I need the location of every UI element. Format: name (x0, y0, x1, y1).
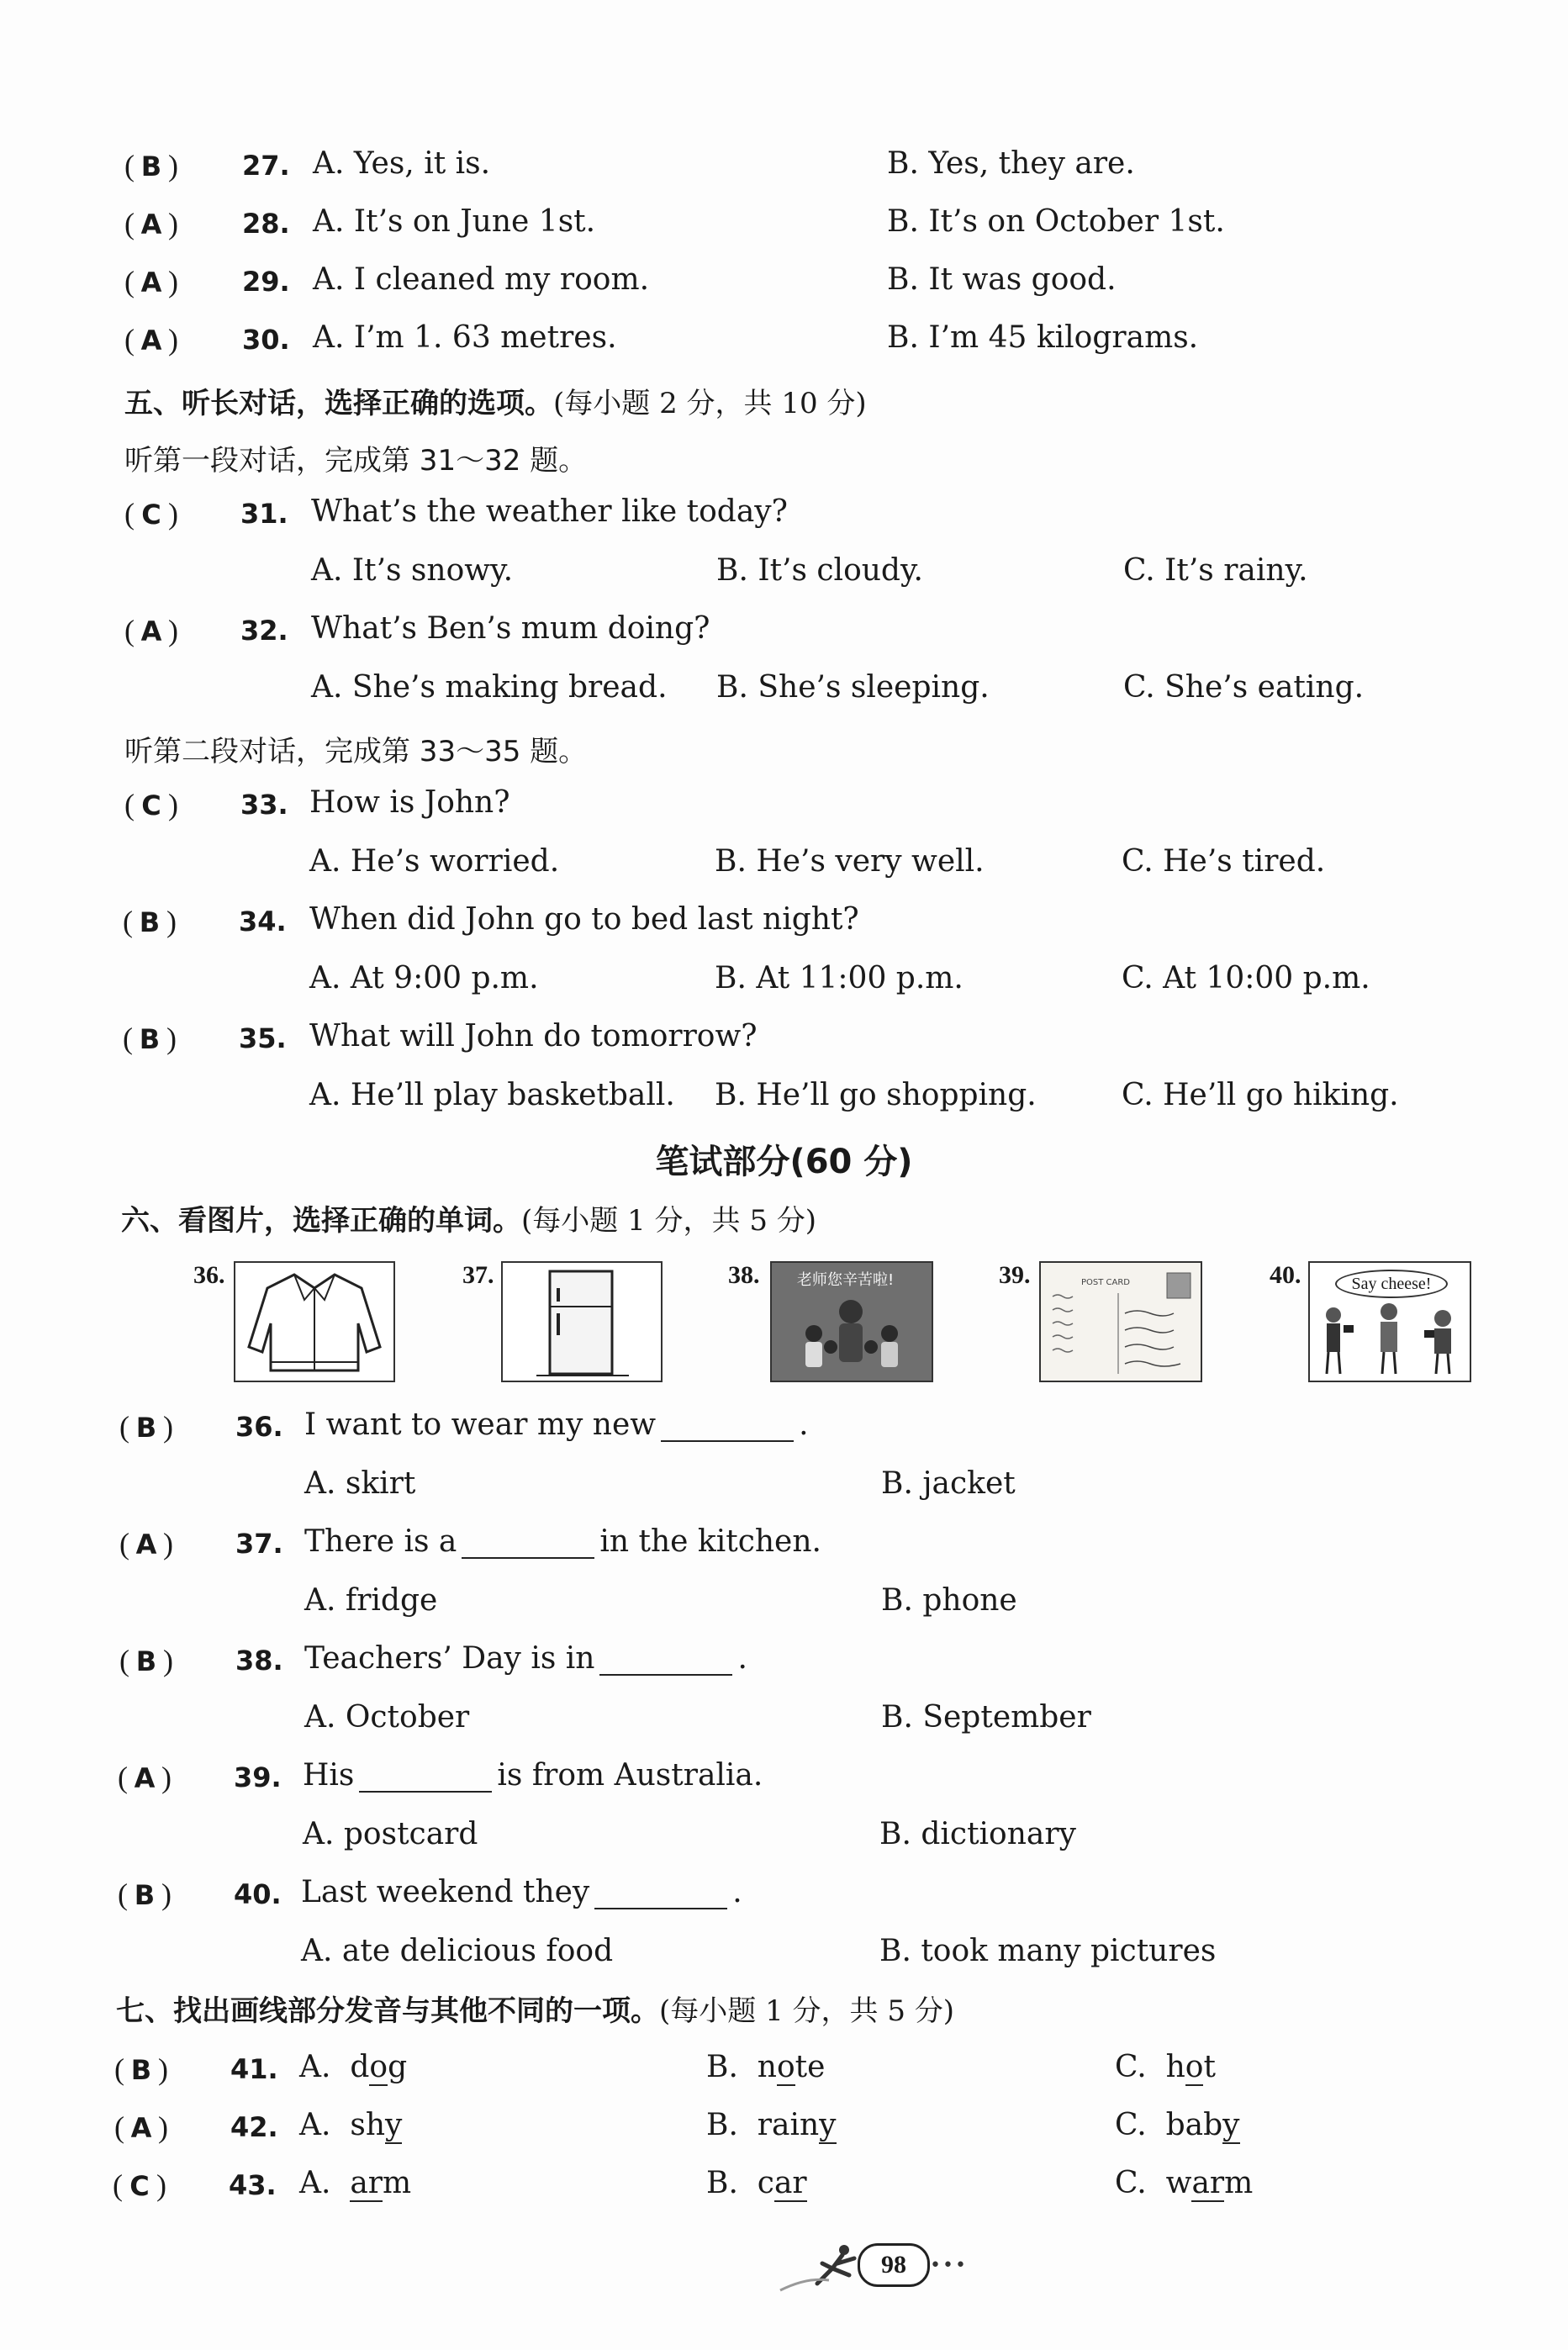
question-number-39: 39. (234, 1761, 282, 1793)
option-36-b: B. jacket (881, 1466, 1016, 1501)
question-number-34: 34. (239, 906, 287, 937)
option-37-a: A. fridge (304, 1583, 438, 1618)
option-41-c: C. hot (1115, 2050, 1216, 2084)
postcard-picture (1039, 1261, 1202, 1382)
running-figure-icon (773, 2243, 866, 2294)
answer-29: ( A ) (124, 265, 178, 298)
answer-39: ( A ) (118, 1761, 172, 1794)
option-39-b: B. dictionary (879, 1817, 1076, 1851)
question-number-35: 35. (239, 1022, 287, 1054)
section-5-heading: 五、听长对话，选择正确的选项。(每小题 2 分，共 10 分) (124, 387, 867, 420)
option-32-c: C. She’s eating. (1123, 670, 1365, 705)
question-36-after: . (799, 1407, 809, 1442)
speech-bubble: Say cheese! (1335, 1270, 1448, 1298)
question-38-after: . (737, 1641, 747, 1676)
question-39-text (303, 1758, 763, 1793)
answer-blank (462, 1529, 594, 1559)
option-30-b: B. I’m 45 kilograms. (887, 320, 1199, 355)
answer-blank (599, 1645, 732, 1676)
question-number-41: 41. (230, 2053, 278, 2085)
jacket-picture (234, 1261, 395, 1382)
option-39-a: A. postcard (303, 1817, 478, 1851)
option-36-a: A. skirt (304, 1466, 416, 1501)
option-40-b: B. took many pictures (879, 1934, 1217, 1968)
picture-label-38: 38. (728, 1261, 760, 1289)
question-number-29: 29. (242, 266, 290, 298)
option-28-b: B. It’s on October 1st. (887, 204, 1225, 239)
fridge-picture (501, 1261, 663, 1382)
answer-blank (661, 1412, 794, 1442)
option-42-c: C. baby (1115, 2108, 1240, 2142)
question-36-before: I want to wear my new (304, 1407, 657, 1442)
option-35-c: C. He’ll go hiking. (1122, 1078, 1399, 1112)
option-41-b: B. note (706, 2050, 826, 2084)
question-34-text: When did John go to bed last night? (309, 902, 859, 937)
question-38-text (304, 1641, 747, 1676)
option-31-a: A. It’s snowy. (311, 553, 514, 588)
postcard-icon (1041, 1263, 1201, 1381)
option-42-a: A. shy (299, 2108, 403, 2142)
dots-decoration: ••• (930, 2255, 968, 2276)
taking-pictures-picture (1308, 1261, 1471, 1382)
question-number-37: 37. (235, 1528, 283, 1560)
fridge-icon (503, 1263, 661, 1381)
option-28-a: A. It’s on June 1st. (313, 204, 596, 239)
question-40-text (301, 1875, 742, 1909)
postcard-caption: POST CARD (1081, 1278, 1131, 1287)
jacket-icon (235, 1263, 393, 1381)
page-number: 98 (858, 2243, 930, 2287)
question-number-27: 27. (242, 150, 290, 182)
option-41-a: A. dog (299, 2050, 408, 2084)
option-43-c: C. warm (1115, 2166, 1254, 2200)
section-6-heading: 六、看图片，选择正确的单词。(每小题 1 分，共 5 分) (121, 1204, 817, 1238)
teachers-day-caption: 老师您辛苦啦! (797, 1271, 895, 1289)
question-35-text: What will John do tomorrow? (309, 1019, 758, 1054)
option-35-b: B. He’ll go shopping. (715, 1078, 1037, 1112)
dialog-1-instruction: 听第一段对话，完成第 31～32 题。 (124, 444, 588, 478)
answer-35: ( B ) (123, 1022, 177, 1055)
answer-41: ( B ) (114, 2052, 168, 2086)
answer-31: ( C ) (124, 497, 178, 531)
answer-blank (594, 1879, 727, 1909)
question-number-33: 33. (240, 789, 288, 821)
option-43-a: A. arm (299, 2166, 412, 2200)
option-31-c: C. It’s rainy. (1123, 553, 1308, 588)
answer-38: ( B ) (119, 1644, 173, 1677)
answer-40: ( B ) (118, 1877, 172, 1911)
question-number-36: 36. (235, 1411, 283, 1443)
question-number-38: 38. (235, 1645, 283, 1677)
option-27-a: A. Yes, it is. (313, 146, 491, 181)
section-7-heading: 七、找出画线部分发音与其他不同的一项。(每小题 1 分，共 5 分) (116, 1994, 955, 2028)
question-37-after: in the kitchen. (599, 1524, 821, 1559)
option-43-b: B. car (706, 2166, 807, 2200)
question-32-text: What’s Ben’s mum doing? (311, 611, 710, 646)
option-34-b: B. At 11:00 p.m. (715, 961, 964, 995)
picture-label-40: 40. (1270, 1261, 1301, 1289)
option-32-b: B. She’s sleeping. (716, 670, 990, 705)
option-42-b: B. rainy (706, 2108, 837, 2142)
teachers-day-icon (772, 1263, 932, 1381)
question-39-before: His (303, 1758, 355, 1793)
question-38-before: Teachers’ Day is in (304, 1641, 595, 1676)
answer-32: ( A ) (124, 614, 178, 647)
question-number-43: 43. (229, 2169, 277, 2201)
question-number-28: 28. (242, 208, 290, 240)
answer-28: ( A ) (124, 207, 178, 240)
answer-33: ( C ) (124, 788, 178, 821)
option-27-b: B. Yes, they are. (887, 146, 1135, 181)
question-number-32: 32. (240, 615, 288, 647)
answer-36: ( B ) (119, 1410, 173, 1444)
question-39-after: is from Australia. (497, 1758, 763, 1793)
question-37-before: There is a (304, 1524, 457, 1559)
option-37-b: B. phone (881, 1583, 1017, 1618)
option-33-b: B. He’s very well. (715, 844, 985, 879)
answer-27: ( B ) (124, 149, 178, 182)
question-40-after: . (732, 1875, 742, 1909)
option-30-a: A. I’m 1. 63 metres. (313, 320, 617, 355)
question-number-31: 31. (240, 498, 288, 530)
answer-34: ( B ) (123, 905, 177, 938)
question-36-text (304, 1407, 809, 1442)
question-number-42: 42. (230, 2111, 278, 2143)
answer-43: ( C ) (113, 2168, 166, 2202)
option-34-a: A. At 9:00 p.m. (309, 961, 539, 995)
picture-label-36: 36. (193, 1261, 225, 1289)
question-31-text: What’s the weather like today? (311, 494, 788, 529)
option-38-b: B. September (881, 1700, 1091, 1735)
dialog-2-instruction: 听第二段对话，完成第 33～35 题。 (124, 735, 588, 768)
option-35-a: A. He’ll play basketball. (309, 1078, 675, 1112)
written-part-title: 笔试部分(60 分) (655, 1143, 913, 1181)
teachers-day-picture (770, 1261, 933, 1382)
answer-37: ( A ) (119, 1527, 173, 1561)
picture-label-37: 37. (462, 1261, 494, 1289)
option-29-b: B. It was good. (887, 262, 1117, 297)
option-33-c: C. He’s tired. (1122, 844, 1326, 879)
answer-30: ( A ) (124, 323, 178, 356)
picture-label-39: 39. (999, 1261, 1031, 1289)
option-32-a: A. She’s making bread. (311, 670, 668, 705)
option-34-c: C. At 10:00 p.m. (1122, 961, 1370, 995)
option-29-a: A. I cleaned my room. (313, 262, 650, 297)
answer-blank (359, 1762, 492, 1793)
photo-kids-icon (1310, 1263, 1470, 1381)
answer-42: ( A ) (114, 2110, 168, 2144)
question-40-before: Last weekend they (301, 1875, 590, 1909)
option-33-a: A. He’s worried. (309, 844, 560, 879)
question-number-40: 40. (234, 1878, 282, 1910)
question-33-text: How is John? (309, 785, 510, 820)
option-40-a: A. ate delicious food (301, 1934, 614, 1968)
question-37-text (304, 1524, 821, 1559)
question-number-30: 30. (242, 324, 290, 356)
option-31-b: B. It’s cloudy. (716, 553, 923, 588)
option-38-a: A. October (304, 1700, 470, 1735)
